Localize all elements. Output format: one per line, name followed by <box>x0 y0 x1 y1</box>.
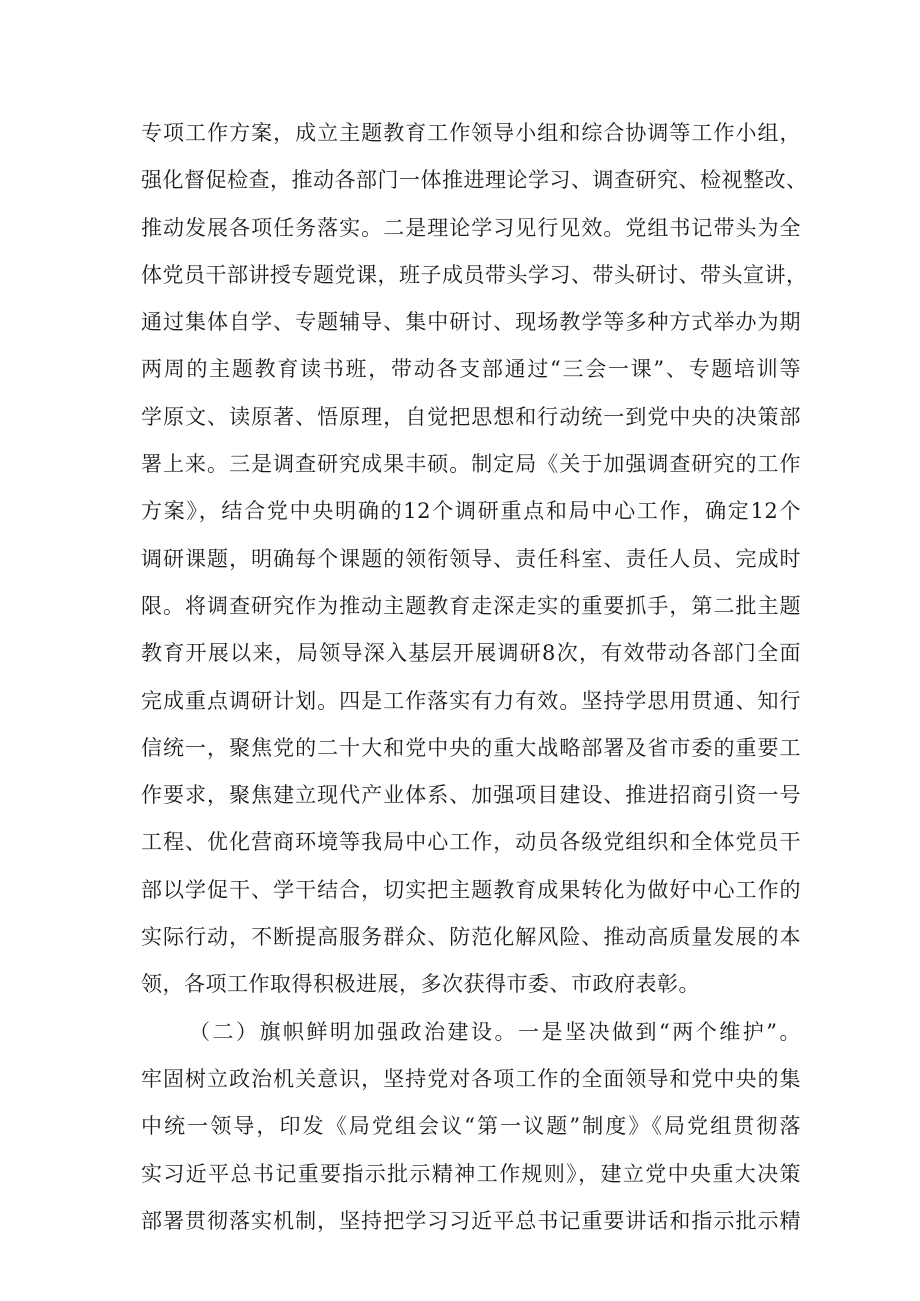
text-line: 方案》，结合党中央明确的12个调研重点和局中心工作，确定12个 <box>141 499 801 524</box>
text-line: 推动发展各项任务落实。二是理论学习见行见效。党组书记带头为全 <box>141 215 801 240</box>
text-line: 调研课题，明确每个课题的领衔领导、责任科室、责任人员、完成时 <box>141 546 801 571</box>
text-line: 专项工作方案，成立主题教育工作领导小组和综合协调等工作小组， <box>141 121 801 145</box>
text-line: 限。将调查研究作为推动主题教育走深走实的重要抓手，第二批主题 <box>141 593 801 618</box>
text-line: 实习近平总书记重要指示批示精神工作规则》，建立党中央重大决策 <box>141 1161 801 1186</box>
text-line: 教育开展以来，局领导深入基层开展调研8次，有效带动各部门全面 <box>141 641 801 666</box>
text-line: 部以学促干、学干结合，切实把主题教育成果转化为做好中心工作的 <box>141 877 801 902</box>
section-heading-line: （二）旗帜鲜明加强政治建设。一是坚决做到“两个维护”。 <box>189 1019 801 1044</box>
paragraph-end-line: 领，各项工作取得积极进展，多次获得市委、市政府表彰。 <box>141 972 700 997</box>
text-line: 作要求，聚焦建立现代产业体系、加强项目建设、推进招商引资一号 <box>141 783 801 808</box>
text-line: 牢固树立政治机关意识，坚持党对各项工作的全面领导和党中央的集 <box>141 1066 801 1091</box>
text-line: 部署贯彻落实机制，坚持把学习习近平总书记重要讲话和指示批示精 <box>141 1208 801 1233</box>
text-line: 信统一，聚焦党的二十大和党中央的重大战略部署及省市委的重要工 <box>141 735 801 760</box>
text-line: 署上来。三是调查研究成果丰硕。制定局《关于加强调查研究的工作 <box>141 452 801 477</box>
text-line: 完成重点调研计划。四是工作落实有力有效。坚持学思用贯通、知行 <box>141 688 801 713</box>
body-text <box>141 110 808 1245</box>
text-line: 实际行动，不断提高服务群众、防范化解风险、推动高质量发展的本 <box>141 925 801 950</box>
text-line: 通过集体自学、专题辅导、集中研讨、现场教学等多种方式举办为期 <box>141 310 801 335</box>
text-line: 两周的主题教育读书班，带动各支部通过“三会一课”、专题培训等 <box>141 357 801 382</box>
text-line: 中统一领导，印发《局党组会议“第一议题”制度》《局党组贯彻落 <box>141 1114 801 1139</box>
text-line: 工程、优化营商环境等我局中心工作，动员各级党组织和全体党员干 <box>141 830 801 855</box>
text-line: 体党员干部讲授专题党课，班子成员带头学习、带头研讨、带头宣讲， <box>141 262 808 287</box>
text-line: 强化督促检查，推动各部门一体推进理论学习、调查研究、检视整改、 <box>141 168 808 193</box>
text-line: 学原文、读原著、悟原理，自觉把思想和行动统一到党中央的决策部 <box>141 404 801 429</box>
